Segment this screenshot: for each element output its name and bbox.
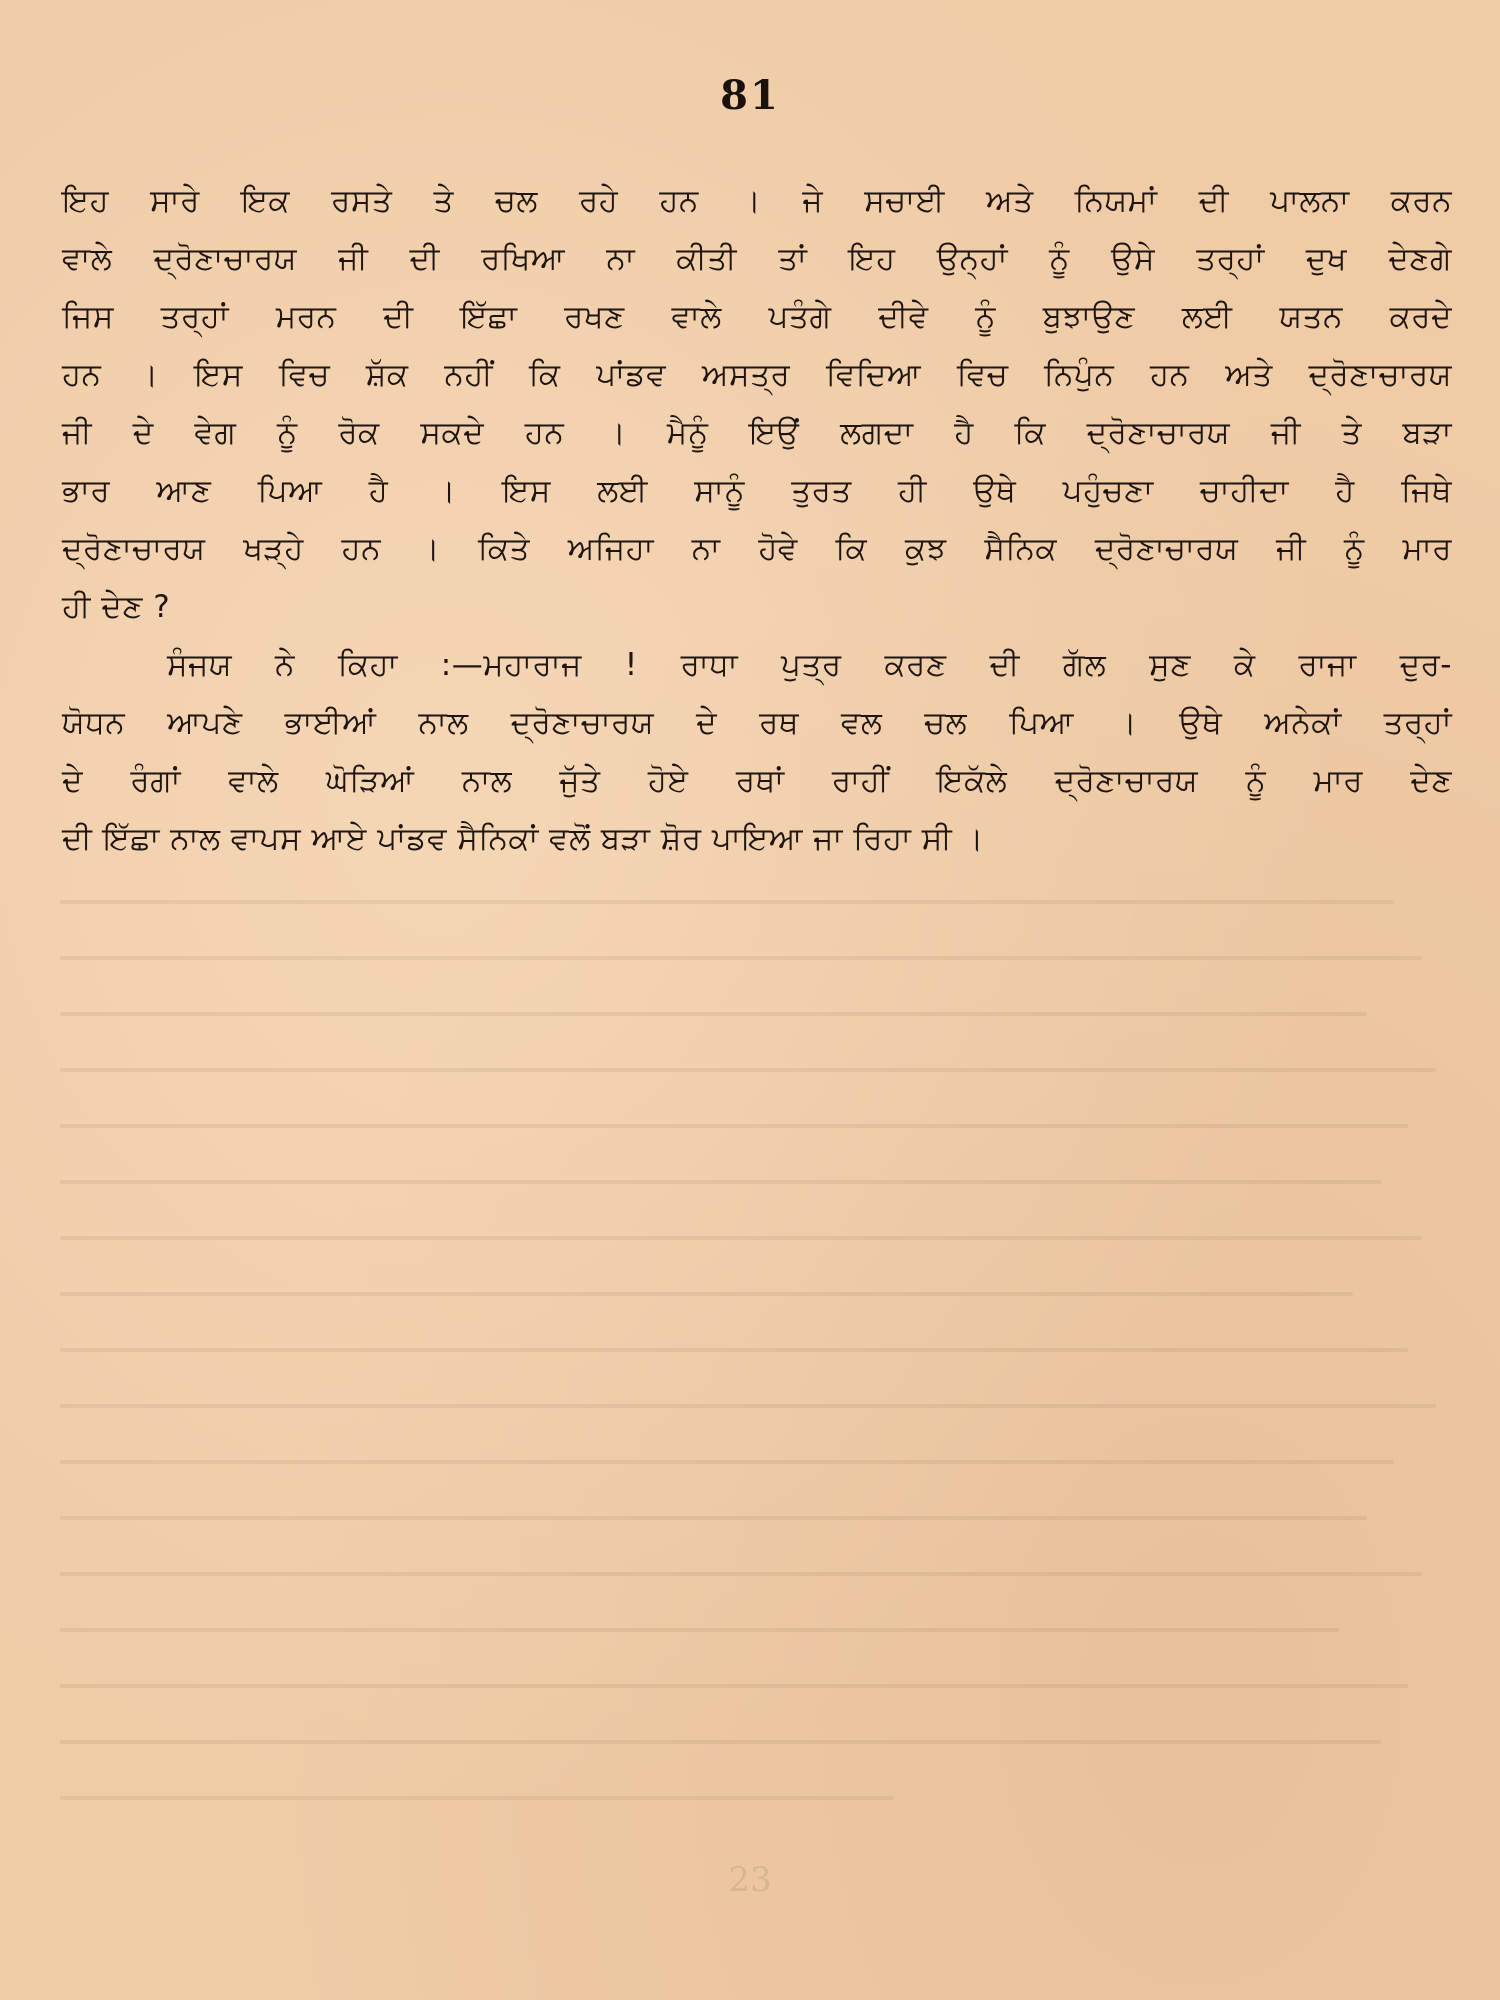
text-line: ਦੇ ਰੰਗਾਂ ਵਾਲੇ ਘੋੜਿਆਂ ਨਾਲ ਜੁੱਤੇ ਹੋਏ ਰਥਾਂ ਰਾਹੀਂ ਇਕੱਲੇ ਦ੍ਰੋਣਾਚਾਰਯ ਨੂੰ ਮਾਰ ਦੇਣ: [62, 763, 1452, 799]
faint-footer-number: 23: [728, 1860, 772, 1900]
text-line: ਹੀ ਦੇਣ ?: [62, 589, 171, 625]
text-line: ਦ੍ਰੋਣਾਚਾਰਯ ਖੜ੍ਹੇ ਹਨ । ਕਿਤੇ ਅਜਿਹਾ ਨਾ ਹੋਵੇ ਕਿ ਕੁਝ ਸੈਨਿਕ ਦ੍ਰੋਣਾਚਾਰਯ ਜੀ ਨੂੰ ਮਾਰ: [62, 531, 1452, 567]
text-line: ਵਾਲੇ ਦ੍ਰੋਣਾਚਾਰਯ ਜੀ ਦੀ ਰਖਿਆ ਨਾ ਕੀਤੀ ਤਾਂ ਇਹ ਉਨ੍ਹਾਂ ਨੂੰ ਉਸੇ ਤਰ੍ਹਾਂ ਦੁਖ ਦੇਣਗੇ: [62, 241, 1452, 277]
show-through-texture: [60, 900, 1450, 1900]
paragraph-2: [62, 636, 1452, 868]
text-line: ਇਹ ਸਾਰੇ ਇਕ ਰਸਤੇ ਤੇ ਚਲ ਰਹੇ ਹਨ । ਜੇ ਸਚਾਈ ਅਤੇ ਨਿਯਮਾਂ ਦੀ ਪਾਲਨਾ ਕਰਨ: [62, 183, 1452, 219]
body-text: [62, 172, 1452, 868]
paragraph-1: [62, 172, 1452, 636]
text-line: ਸੰਜਯ ਨੇ ਕਿਹਾ :—ਮਹਾਰਾਜ ! ਰਾਧਾ ਪੁਤ੍ਰ ਕਰਣ ਦੀ ਗੱਲ ਸੁਣ ਕੇ ਰਾਜਾ ਦੁਰ-: [167, 647, 1452, 683]
page-number: 81: [720, 72, 780, 119]
text-line: ਹਨ । ਇਸ ਵਿਚ ਸ਼ੱਕ ਨਹੀਂ ਕਿ ਪਾਂਡਵ ਅਸਤ੍ਰ ਵਿਦਿਆ ਵਿਚ ਨਿਪੁੰਨ ਹਨ ਅਤੇ ਦ੍ਰੋਣਾਚਾਰਯ: [62, 357, 1452, 393]
text-line: ਦੀ ਇੱਛਾ ਨਾਲ ਵਾਪਸ ਆਏ ਪਾਂਡਵ ਸੈਨਿਕਾਂ ਵਲੋਂ ਬੜਾ ਸ਼ੋਰ ਪਾਇਆ ਜਾ ਰਿਹਾ ਸੀ ।: [62, 821, 984, 857]
text-line: ਯੋਧਨ ਆਪਣੇ ਭਾਈਆਂ ਨਾਲ ਦ੍ਰੋਣਾਚਾਰਯ ਦੇ ਰਥ ਵਲ ਚਲ ਪਿਆ । ਉਥੇ ਅਨੇਕਾਂ ਤਰ੍ਹਾਂ: [62, 705, 1452, 741]
text-line: ਜਿਸ ਤਰ੍ਹਾਂ ਮਰਨ ਦੀ ਇੱਛਾ ਰਖਣ ਵਾਲੇ ਪਤੰਗੇ ਦੀਵੇ ਨੂੰ ਬੁਝਾਉਣ ਲਈ ਯਤਨ ਕਰਦੇ: [62, 299, 1452, 335]
text-line: ਭਾਰ ਆਣ ਪਿਆ ਹੈ । ਇਸ ਲਈ ਸਾਨੂੰ ਤੁਰਤ ਹੀ ਉਥੇ ਪਹੁੰਚਣਾ ਚਾਹੀਦਾ ਹੈ ਜਿਥੇ: [62, 473, 1452, 509]
text-line: ਜੀ ਦੇ ਵੇਗ ਨੂੰ ਰੋਕ ਸਕਦੇ ਹਨ । ਮੈਨੂੰ ਇਉਂ ਲਗਦਾ ਹੈ ਕਿ ਦ੍ਰੋਣਾਚਾਰਯ ਜੀ ਤੇ ਬੜਾ: [62, 415, 1452, 451]
